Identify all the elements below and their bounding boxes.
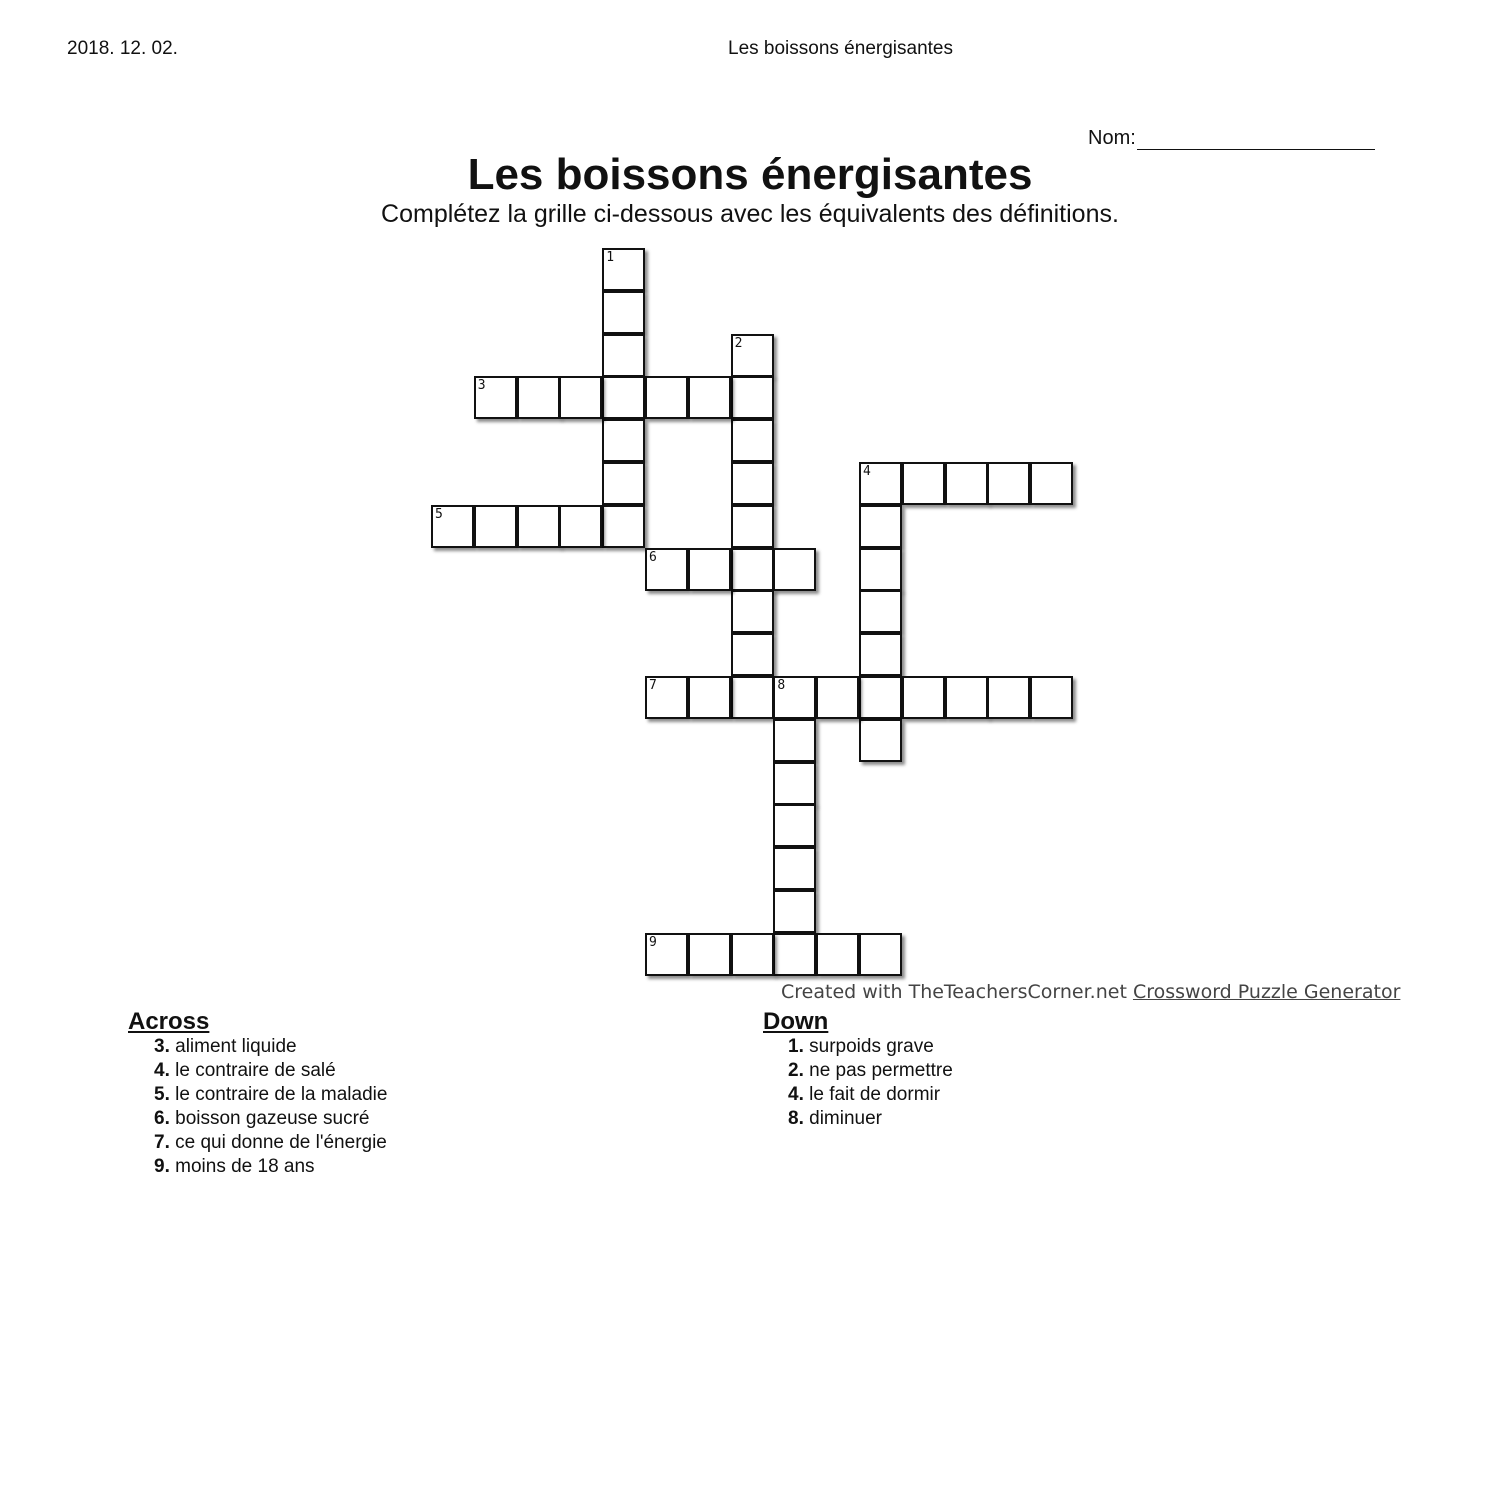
- across-heading: Across: [128, 1008, 210, 1035]
- credit-line: [781, 981, 1400, 1003]
- clue-item-text: le contraire de salé: [169, 1060, 336, 1081]
- crossword-cell[interactable]: [688, 376, 731, 419]
- clue-number: 6: [649, 549, 657, 565]
- page-subtitle: Complétez la grille ci-dessous avec les équivalents des définitions.: [381, 200, 1119, 228]
- credit-prefix: Created with TheTeachersCorner.net: [781, 981, 1133, 1003]
- crossword-cell[interactable]: [602, 505, 645, 548]
- crossword-cell[interactable]: [859, 590, 902, 633]
- crossword-cell[interactable]: [773, 762, 816, 805]
- clue-item-number: 4.: [154, 1060, 170, 1081]
- crossword-cell[interactable]: [859, 719, 902, 762]
- crossword-cell[interactable]: [945, 462, 988, 505]
- clue-item-text: aliment liquide: [169, 1036, 297, 1057]
- clue-item-number: 4.: [788, 1084, 804, 1105]
- crossword-cell[interactable]: [773, 847, 816, 890]
- crossword-cell[interactable]: [902, 462, 945, 505]
- clue-item: [154, 1107, 387, 1131]
- crossword-cell[interactable]: [902, 676, 945, 719]
- clue-item: [788, 1083, 953, 1107]
- crossword-cell[interactable]: [816, 933, 859, 976]
- crossword-cell[interactable]: [731, 419, 774, 462]
- crossword-cell[interactable]: [859, 505, 902, 548]
- crossword-cell[interactable]: [773, 933, 816, 976]
- clue-item-number: 5.: [154, 1084, 170, 1105]
- crossword-cell[interactable]: [602, 419, 645, 462]
- crossword-cell[interactable]: [731, 933, 774, 976]
- clue-item: [154, 1131, 387, 1155]
- down-clue-list: [788, 1035, 953, 1131]
- clue-number: 1: [606, 250, 615, 265]
- crossword-cell[interactable]: [688, 933, 731, 976]
- crossword-cell[interactable]: [731, 590, 774, 633]
- clue-item-number: 7.: [154, 1132, 170, 1153]
- header-date: 2018. 12. 02.: [67, 38, 178, 59]
- clue-number: 3: [477, 378, 486, 394]
- generator-link[interactable]: Crossword Puzzle Generator: [1132, 981, 1401, 1003]
- crossword-cell[interactable]: [987, 676, 1030, 719]
- clue-item: [154, 1083, 387, 1107]
- crossword-cell[interactable]: [602, 291, 645, 334]
- clue-number: 4: [863, 464, 871, 479]
- clue-item-number: 9.: [154, 1156, 170, 1177]
- crossword-cell[interactable]: [773, 719, 816, 762]
- crossword-cell[interactable]: [773, 804, 816, 847]
- clue-number: 8: [777, 678, 786, 693]
- clue-item-text: moins de 18 ans: [169, 1156, 315, 1177]
- clue-number: 7: [649, 678, 657, 693]
- crossword-cell[interactable]: [517, 505, 560, 548]
- crossword-cell[interactable]: [731, 334, 774, 377]
- crossword-cell[interactable]: [773, 676, 816, 719]
- crossword-cell[interactable]: [859, 633, 902, 676]
- crossword-cell[interactable]: [645, 676, 688, 719]
- clue-item-text: ce qui donne de l'énergie: [169, 1132, 387, 1153]
- crossword-cell[interactable]: [731, 462, 774, 505]
- crossword-cell[interactable]: [987, 462, 1030, 505]
- clue-item-text: surpoids grave: [803, 1036, 934, 1057]
- clue-item: [154, 1059, 387, 1083]
- crossword-cell[interactable]: [773, 548, 816, 591]
- clue-item-number: 2.: [788, 1060, 804, 1081]
- crossword-cell[interactable]: [859, 676, 902, 719]
- crossword-cell[interactable]: [431, 505, 474, 548]
- crossword-cell[interactable]: [731, 548, 774, 591]
- across-clue-list: [154, 1035, 387, 1179]
- clue-number: 5: [435, 506, 443, 522]
- name-label: Nom:: [1088, 127, 1136, 149]
- clue-item: [154, 1035, 387, 1059]
- clue-item: [788, 1059, 953, 1083]
- crossword-cell[interactable]: [859, 548, 902, 591]
- clue-item-number: 3.: [154, 1036, 170, 1057]
- crossword-cell[interactable]: [602, 248, 645, 291]
- crossword-cell[interactable]: [731, 505, 774, 548]
- down-heading: Down: [763, 1008, 829, 1035]
- crossword-cell[interactable]: [859, 462, 902, 505]
- crossword-cell[interactable]: [731, 633, 774, 676]
- crossword-cell[interactable]: [645, 548, 688, 591]
- crossword-cell[interactable]: [731, 676, 774, 719]
- clue-item-text: le contraire de la maladie: [169, 1084, 388, 1105]
- clue-item-text: ne pas permettre: [803, 1060, 953, 1081]
- clue-item: [788, 1107, 953, 1131]
- clue-item-text: boisson gazeuse sucré: [169, 1108, 370, 1129]
- crossword-cell[interactable]: [559, 505, 602, 548]
- crossword-cell[interactable]: [602, 334, 645, 377]
- clue-item-text: diminuer: [803, 1108, 883, 1129]
- clue-number: 9: [649, 934, 657, 950]
- crossword-cell[interactable]: [645, 376, 688, 419]
- crossword-cell[interactable]: [773, 890, 816, 933]
- crossword-cell[interactable]: [945, 676, 988, 719]
- crossword-cell[interactable]: [1030, 676, 1073, 719]
- crossword-cell[interactable]: [1030, 462, 1073, 505]
- crossword-cell[interactable]: [688, 676, 731, 719]
- page-title: Les boissons énergisantes: [467, 150, 1033, 199]
- crossword-cell[interactable]: [816, 676, 859, 719]
- crossword-cell[interactable]: [645, 933, 688, 976]
- clue-item: [788, 1035, 953, 1059]
- crossword-cell[interactable]: [602, 376, 645, 419]
- header-title: Les boissons énergisantes: [728, 38, 953, 59]
- crossword-cell[interactable]: [474, 376, 517, 419]
- crossword-cell[interactable]: [602, 462, 645, 505]
- crossword-cell[interactable]: [688, 548, 731, 591]
- clue-item-text: le fait de dormir: [803, 1084, 941, 1105]
- clue-number: 2: [734, 335, 743, 351]
- clue-item-number: 6.: [154, 1108, 170, 1129]
- crossword-cell[interactable]: [517, 376, 560, 419]
- crossword-cell[interactable]: [474, 505, 517, 548]
- clue-item: [154, 1155, 387, 1179]
- crossword-cell[interactable]: [859, 933, 902, 976]
- crossword-cell[interactable]: [559, 376, 602, 419]
- clue-item-number: 8.: [788, 1108, 804, 1129]
- crossword-cell[interactable]: [731, 376, 774, 419]
- clue-item-number: 1.: [788, 1036, 804, 1057]
